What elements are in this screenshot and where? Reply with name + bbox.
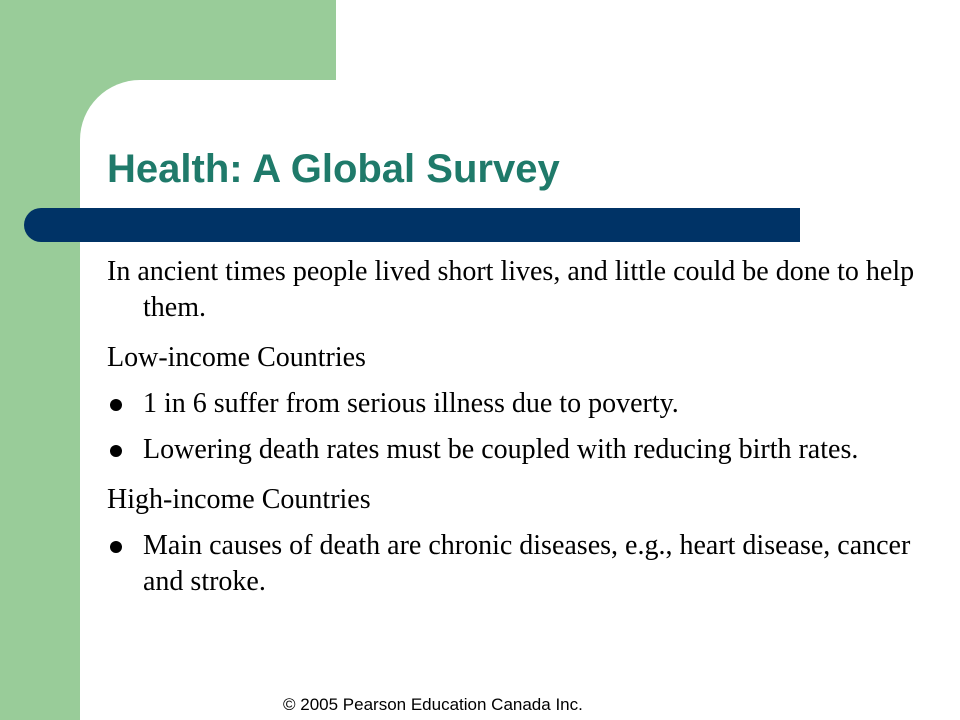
- bullet-item: [107, 386, 927, 422]
- bullet-dot-icon: [110, 541, 122, 553]
- bullet-dot-icon: [110, 445, 122, 457]
- slide-body: [107, 254, 927, 600]
- slide-title: Health: A Global Survey: [107, 147, 560, 191]
- bullet-item: [107, 432, 927, 468]
- intro-paragraph: In ancient times people lived short lives, and little could be done to help them.: [107, 256, 915, 323]
- section-heading-high-income: High-income Countries: [107, 484, 371, 515]
- bullet-text: 1 in 6 suffer from serious illness due to poverty.: [143, 388, 679, 419]
- bullet-text: Lowering death rates must be coupled with reducing birth rates.: [143, 434, 859, 465]
- section-heading-low-income: Low-income Countries: [107, 342, 366, 373]
- copyright-footer: © 2005 Pearson Education Canada Inc.: [283, 695, 583, 714]
- bullet-dot-icon: [110, 399, 122, 411]
- bullet-text: Main causes of death are chronic diseases, e.g., heart disease, cancer and stroke.: [143, 530, 911, 597]
- title-underline-bar: [24, 208, 800, 242]
- bullet-item: [107, 528, 927, 600]
